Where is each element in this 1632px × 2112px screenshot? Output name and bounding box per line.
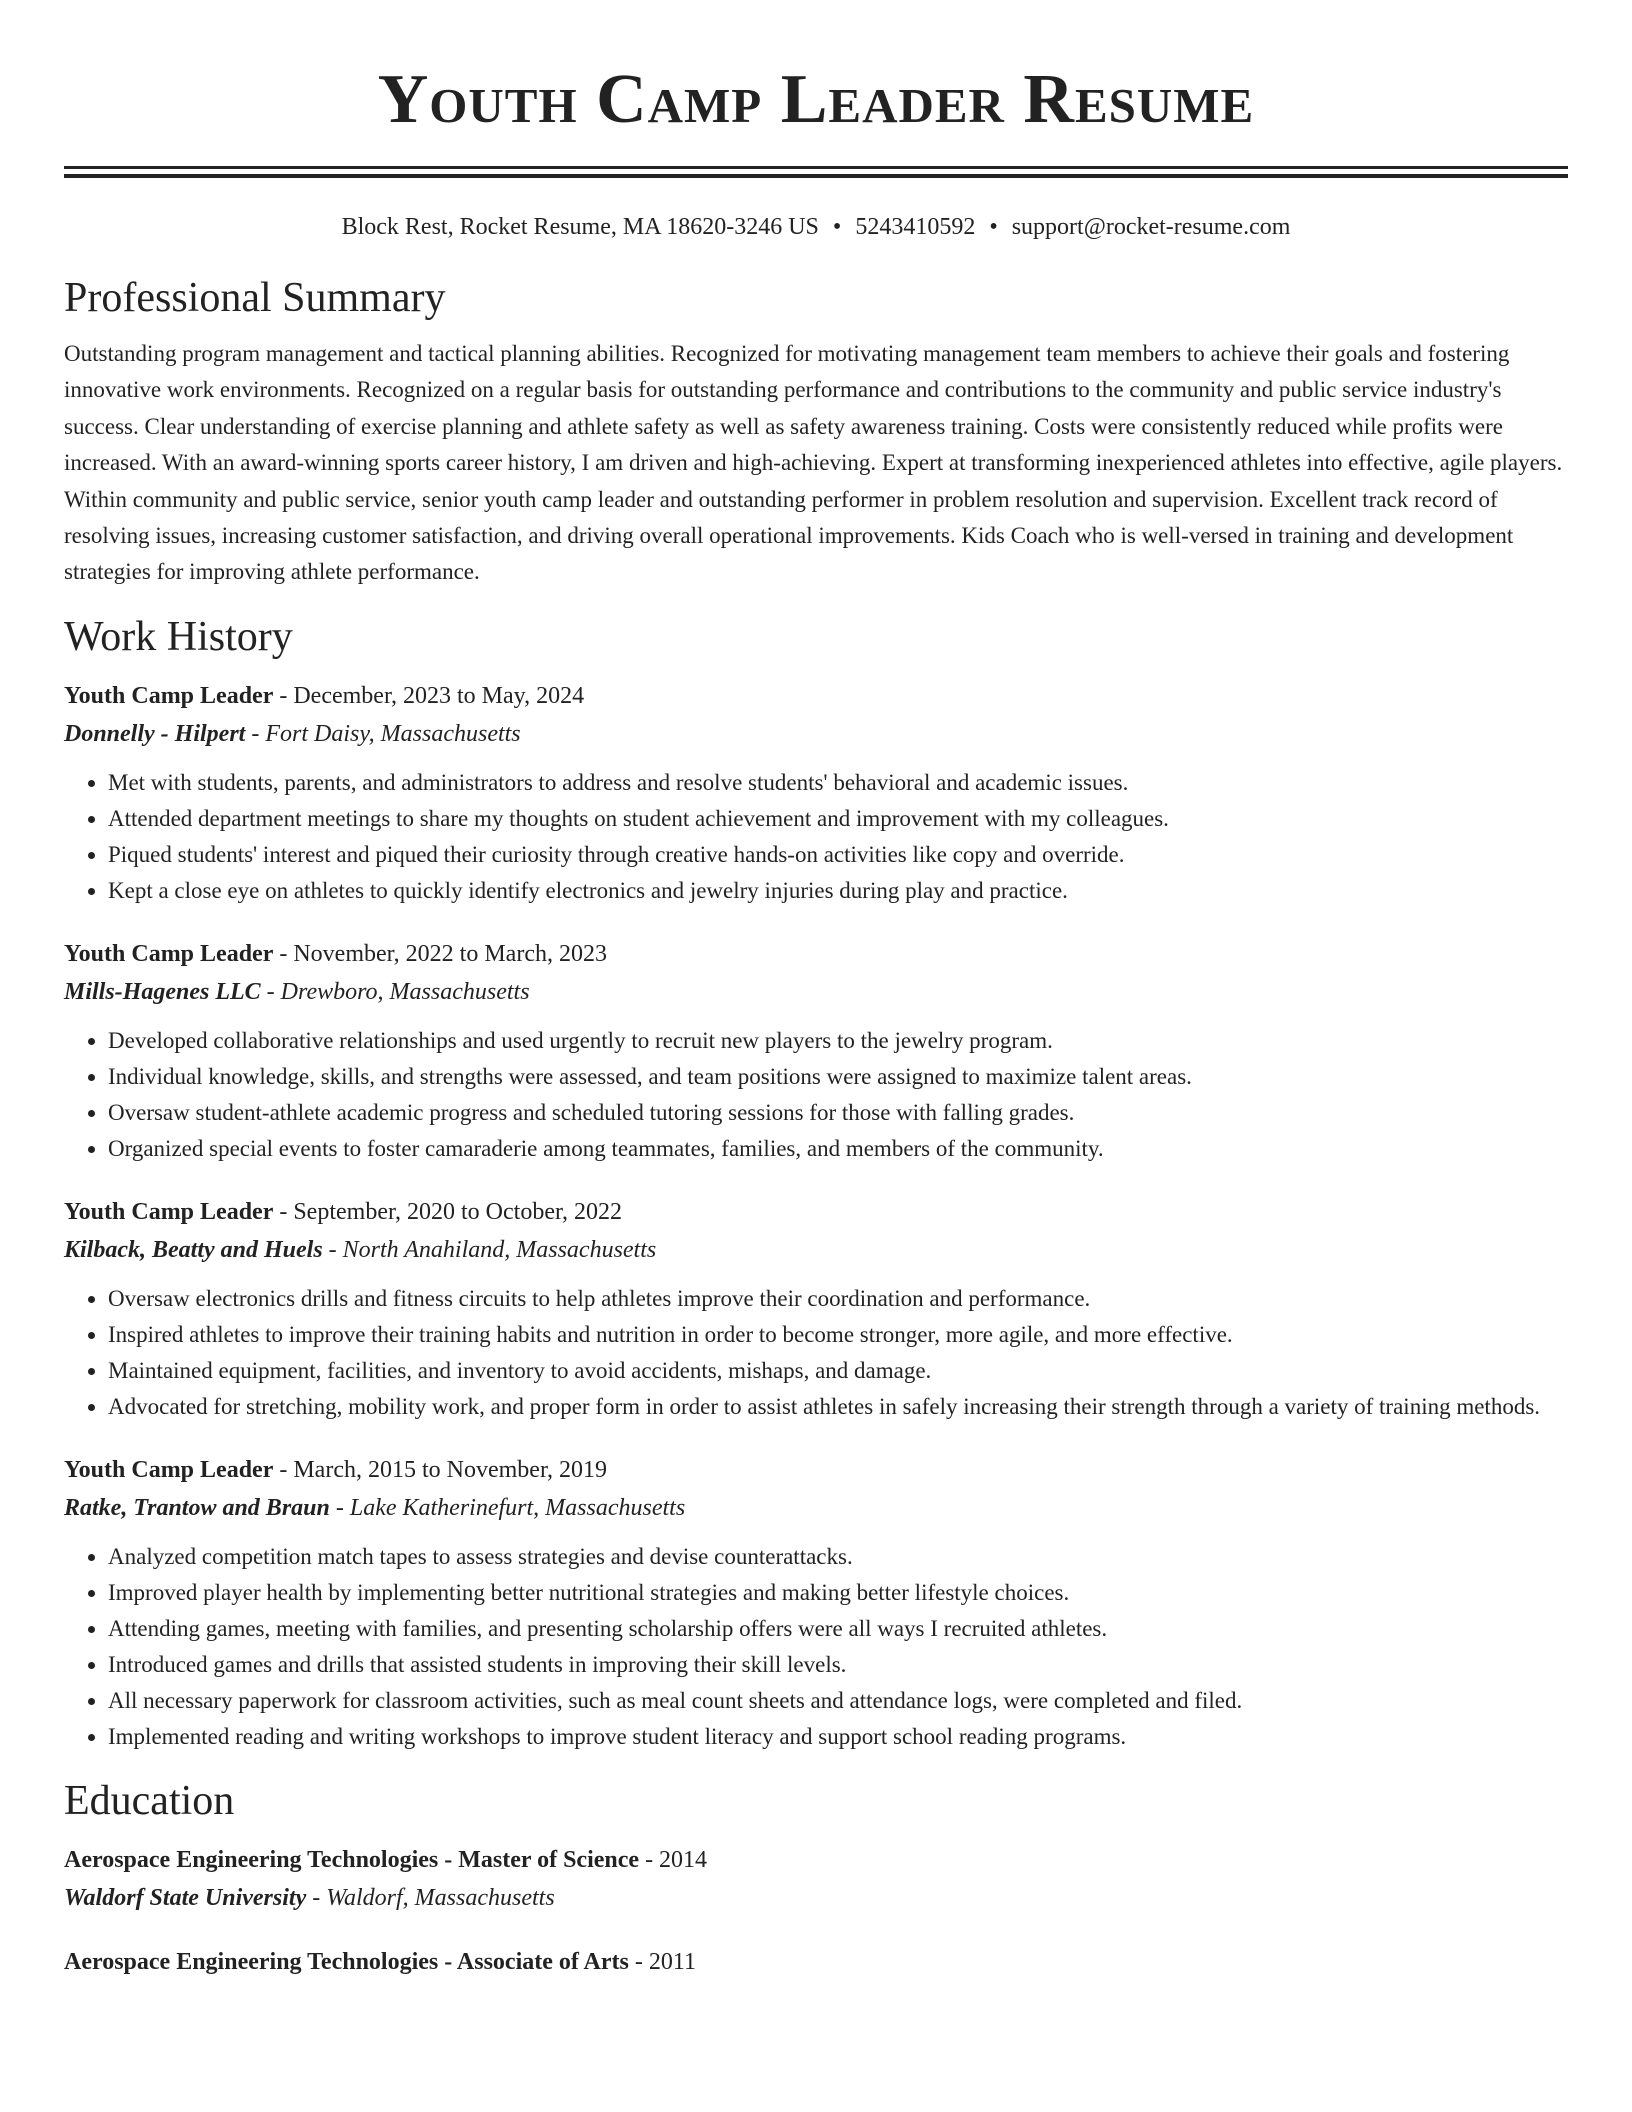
job-location: - Fort Daisy, Massachusetts	[245, 720, 521, 747]
job-role: Youth Camp Leader	[64, 682, 274, 709]
school-location: - Waldorf, Massachusetts	[306, 1884, 555, 1911]
job-bullet: • Developed collaborative relationships and used urgently to recruit new players to the jewelry program.	[108, 1023, 1568, 1059]
job-bullet: • Attended department meetings to share my thoughts on student achievement and improvement with my colleagues.	[108, 801, 1568, 837]
contact-separator: •	[832, 214, 842, 240]
degree-name: Aerospace Engineering Technologies - Master of Science	[64, 1846, 640, 1873]
job-bullet: • Analyzed competition match tapes to assess strategies and devise counterattacks.	[108, 1539, 1568, 1575]
job-bullets	[64, 1281, 1568, 1425]
job-bullet: • Introduced games and drills that assisted students in improving their skill levels.	[108, 1647, 1568, 1683]
job-bullet: • Improved player health by implementing better nutritional strategies and making better lifestyle choices.	[108, 1575, 1568, 1611]
education-entry	[64, 1943, 1568, 1981]
job-entry	[64, 677, 1568, 909]
job-dates: - September, 2020 to October, 2022	[273, 1198, 623, 1225]
job-bullet: • Piqued students' interest and piqued their curiosity through creative hands-on activities like copy and override.	[108, 837, 1568, 873]
school-name: Waldorf State University	[64, 1884, 307, 1911]
job-dates: - December, 2023 to May, 2024	[273, 682, 585, 709]
job-location: - Drewboro, Massachusetts	[260, 978, 530, 1005]
job-bullet: • Organized special events to foster camaraderie among teammates, families, and members of the community.	[108, 1131, 1568, 1167]
job-role: Youth Camp Leader	[64, 940, 274, 967]
job-bullets	[64, 1539, 1568, 1755]
job-title-line	[64, 1193, 1568, 1231]
job-company: Mills-Hagenes LLC	[64, 978, 261, 1005]
contact-address: Block Rest, Rocket Resume, MA 18620-3246 US	[341, 214, 819, 240]
school-line	[64, 1879, 1568, 1917]
work-history-heading: Work History	[64, 613, 293, 660]
job-entry	[64, 1193, 1568, 1425]
degree-name: Aerospace Engineering Technologies - Associate of Arts	[64, 1948, 629, 1975]
job-bullet: • Advocated for stretching, mobility work, and proper form in order to assist athletes in safely increasing their strength through a variety of training methods.	[108, 1389, 1568, 1425]
job-bullets	[64, 1023, 1568, 1167]
page-title: Youth Camp Leader Resume	[377, 61, 1255, 138]
job-company-line	[64, 973, 1568, 1011]
education-entry	[64, 1841, 1568, 1917]
job-bullet: • Kept a close eye on athletes to quickly identify electronics and jewelry injuries during play and practice.	[108, 873, 1568, 909]
job-dates: - November, 2022 to March, 2023	[273, 940, 607, 967]
job-company: Kilback, Beatty and Huels	[64, 1236, 323, 1263]
job-entry	[64, 1451, 1568, 1755]
contact-phone: 5243410592	[855, 214, 976, 240]
summary-text: Outstanding program management and tactical planning abilities. Recognized for motivating management team members to achieve their goals and fostering innovative work environments. Recognized on a regular basis for outstanding performance and contributions to the community and public service industry's success. Clear understanding of exercise planning and athlete safety as well as safety awareness training. Costs were consistently reduced while profits were increased. With an award-winning sports career history, I am driven and high-achieving. Expert at transforming inexperienced athletes into effective, agile players. Within community and public service, senior youth camp leader and outstanding performer in problem resolution and supervision. Excellent track record of resolving issues, increasing customer satisfaction, and driving overall operational improvements. Kids Coach who is well-versed in training and development strategies for improving athlete performance.	[64, 341, 1563, 585]
job-title-line	[64, 935, 1568, 973]
degree-year: - 2014	[639, 1846, 708, 1873]
job-company: Ratke, Trantow and Braun	[64, 1494, 330, 1521]
job-location: - Lake Katherinefurt, Massachusetts	[329, 1494, 686, 1521]
job-title-line	[64, 1451, 1568, 1489]
job-bullet: • Maintained equipment, facilities, and inventory to avoid accidents, mishaps, and damage.	[108, 1353, 1568, 1389]
job-title-line	[64, 677, 1568, 715]
job-bullet: • Inspired athletes to improve their training habits and nutrition in order to become stronger, more agile, and more effective.	[108, 1317, 1568, 1353]
job-company: Donnelly - Hilpert	[64, 720, 246, 747]
job-location: - North Anahiland, Massachusetts	[322, 1236, 657, 1263]
resume-page	[64, 0, 1568, 1981]
job-bullet: • Implemented reading and writing workshops to improve student literacy and support school reading programs.	[108, 1719, 1568, 1755]
job-bullet: • Attending games, meeting with families, and presenting scholarship offers were all ways I recruited athletes.	[108, 1611, 1568, 1647]
job-bullet: • Oversaw student-athlete academic progress and scheduled tutoring sessions for those with falling grades.	[108, 1095, 1568, 1131]
job-bullets	[64, 765, 1568, 909]
contact-line	[64, 210, 1568, 244]
job-bullet: • All necessary paperwork for classroom activities, such as meal count sheets and attendance logs, were completed and filed.	[108, 1683, 1568, 1719]
job-company-line	[64, 1489, 1568, 1527]
degree-line	[64, 1841, 1568, 1879]
job-company-line	[64, 1231, 1568, 1269]
degree-year: - 2011	[628, 1948, 696, 1975]
job-role: Youth Camp Leader	[64, 1198, 274, 1225]
job-bullet: • Met with students, parents, and administrators to address and resolve students' behavioral and academic issues.	[108, 765, 1568, 801]
job-bullet: • Oversaw electronics drills and fitness circuits to help athletes improve their coordination and performance.	[108, 1281, 1568, 1317]
job-role: Youth Camp Leader	[64, 1456, 274, 1483]
title-divider	[64, 166, 1568, 178]
job-company-line	[64, 715, 1568, 753]
education-heading: Education	[64, 1777, 235, 1824]
degree-line	[64, 1943, 1568, 1981]
contact-email: support@rocket-resume.com	[1011, 214, 1291, 240]
summary-heading: Professional Summary	[64, 275, 446, 321]
job-dates: - March, 2015 to November, 2019	[273, 1456, 607, 1483]
job-bullet: • Individual knowledge, skills, and strengths were assessed, and team positions were assigned to maximize talent areas.	[108, 1059, 1568, 1095]
contact-separator: •	[989, 214, 998, 240]
job-entry	[64, 935, 1568, 1167]
